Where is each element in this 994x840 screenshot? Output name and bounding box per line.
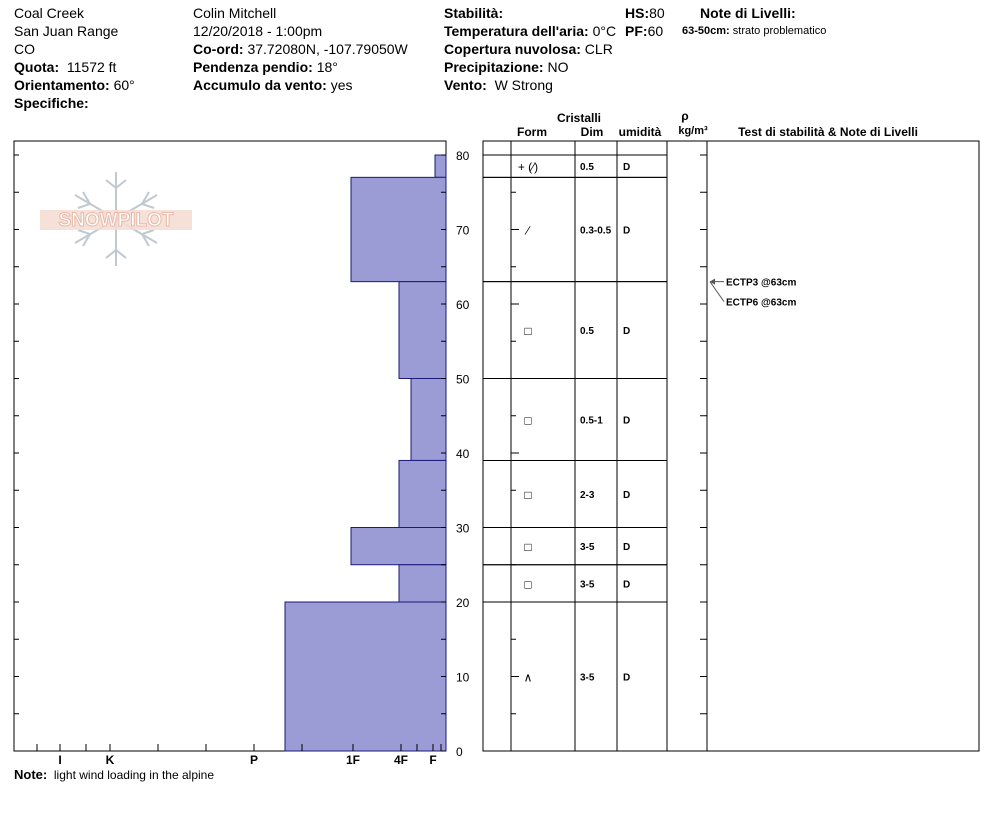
moisture-header: umidità: [618, 125, 662, 139]
size-header: Dim: [580, 125, 604, 139]
grain-size: 0.3-0.5: [580, 225, 612, 237]
layer-notes-title-text: Note di Livelli:: [700, 5, 796, 21]
layer-bar-2: [399, 282, 446, 379]
depth-tick-label: 10: [456, 670, 470, 685]
tests-header: Test di stabilità & Note di Livelli: [738, 125, 918, 139]
air-temp-label: Temperatura dell'aria:: [444, 23, 589, 39]
grain-size: 0.5: [580, 162, 594, 174]
wind-loading-label: Accumulo da vento:: [193, 77, 327, 93]
slope-value: 18°: [316, 59, 338, 75]
layer-table-frame: [483, 141, 979, 751]
wind-label: Vento:: [444, 77, 487, 93]
air-temp-value: 0°C: [592, 23, 617, 39]
test-label: ECTP3 @63cm: [726, 277, 797, 289]
layer-note-range: 63-50cm:: [682, 25, 730, 37]
moisture-value: D: [623, 579, 631, 591]
arrow-icon: [710, 279, 715, 285]
hardness-layers: [285, 155, 446, 751]
location-name: Coal Creek: [14, 5, 85, 21]
depth-tick-label: 0: [456, 745, 463, 759]
cloud-label: Copertura nuvolosa:: [444, 41, 581, 57]
grain-size: 3-5: [580, 579, 595, 591]
hs-value: 80: [649, 5, 665, 21]
layer-note-text: strato problematico: [732, 25, 827, 37]
grain-size: 3-5: [580, 672, 595, 684]
mountain-range: San Juan Range: [14, 23, 119, 39]
hardness-tick-label: F: [429, 753, 437, 767]
note-label: Note:: [14, 767, 48, 782]
grain-form-icon: ∧: [523, 670, 533, 685]
depth-tick-label: 30: [456, 521, 470, 536]
left-axis-ticks: [14, 155, 19, 751]
layer-bar-4: [399, 460, 446, 527]
moisture-value: D: [623, 672, 631, 684]
precip-value: NO: [547, 59, 569, 75]
observation-datetime: 12/20/2018 - 1:00pm: [193, 23, 323, 39]
pf-label: PF:: [625, 23, 648, 39]
grain-form-icon: □: [524, 413, 532, 428]
logo-text: SNOWPILOT: [58, 210, 174, 231]
moisture-value: D: [623, 415, 631, 427]
aspect-label: Orientamento:: [14, 77, 110, 93]
moisture-value: D: [623, 542, 631, 554]
layer-bar-5: [351, 528, 446, 565]
moisture-value: D: [623, 326, 631, 338]
coord-label: Co-ord:: [193, 41, 244, 57]
depth-tick-label: 40: [456, 447, 470, 461]
wind-loading-value: yes: [330, 77, 353, 93]
grain-size: 2-3: [580, 489, 595, 501]
density-header: kg/m³: [678, 125, 708, 137]
grain-form-icon: □: [524, 540, 532, 555]
hs-label: HS:: [625, 5, 650, 21]
layer-bar-1: [351, 177, 446, 281]
hardness-tick-label: I: [58, 753, 62, 767]
grain-form-icon: □: [524, 324, 532, 339]
hardness-tick-label: 1F: [345, 753, 361, 767]
depth-tick-label: 60: [456, 298, 470, 312]
cloud-value: CLR: [584, 41, 613, 57]
stability-label: Stabilità:: [444, 5, 504, 21]
hardness-tick-label: 4F: [393, 753, 409, 767]
elevation-label: Quota:: [14, 59, 60, 75]
stability-test-markers: [710, 278, 796, 309]
layer-bar-0: [435, 155, 446, 177]
rho-header: ρ: [681, 109, 689, 123]
crystals-header: Cristalli: [556, 111, 602, 125]
moisture-value: D: [623, 225, 631, 237]
slope-label: Pendenza pendio:: [193, 59, 313, 75]
test-label: ECTP6 @63cm: [726, 297, 797, 309]
form-header: Form: [517, 125, 547, 139]
specifics-label: Specifiche:: [14, 95, 89, 111]
grain-size: 3-5: [580, 542, 595, 554]
grain-size: 0.5-1: [580, 415, 603, 427]
moisture-value: D: [623, 162, 631, 174]
note-text: light wind loading in the alpine: [53, 768, 215, 782]
depth-tick-label: 50: [456, 372, 470, 387]
grain-size: 0.5: [580, 326, 594, 338]
state: CO: [14, 41, 35, 57]
hardness-tick-label: P: [249, 753, 259, 767]
layer-bar-6: [399, 565, 446, 602]
pf-value: 60: [647, 23, 664, 39]
aspect-value: 60°: [113, 77, 135, 93]
precip-label: Precipitazione:: [444, 59, 544, 75]
wind-value: W Strong: [494, 77, 553, 93]
observer-name: Colin Mitchell: [193, 5, 277, 21]
grain-form-icon: □: [524, 577, 532, 592]
layer-bar-3: [411, 379, 446, 461]
depth-tick-label: 70: [456, 223, 470, 238]
grain-form-icon: + (∕): [517, 160, 539, 175]
table-ticks: [511, 155, 707, 751]
grain-form-icon: ∕: [526, 223, 530, 238]
coord-value: 37.72080N, -107.79050W: [247, 41, 408, 57]
test-pointer: [710, 282, 724, 302]
depth-tick-label: 20: [456, 596, 470, 610]
moisture-value: D: [623, 489, 631, 501]
depth-tick-label: 80: [456, 149, 470, 163]
hardness-tick-label: K: [105, 753, 115, 767]
elevation-value: 11572 ft: [66, 59, 117, 75]
layer-bar-7: [285, 602, 446, 751]
note-row: [14, 767, 214, 782]
grain-form-icon: □: [524, 487, 532, 502]
